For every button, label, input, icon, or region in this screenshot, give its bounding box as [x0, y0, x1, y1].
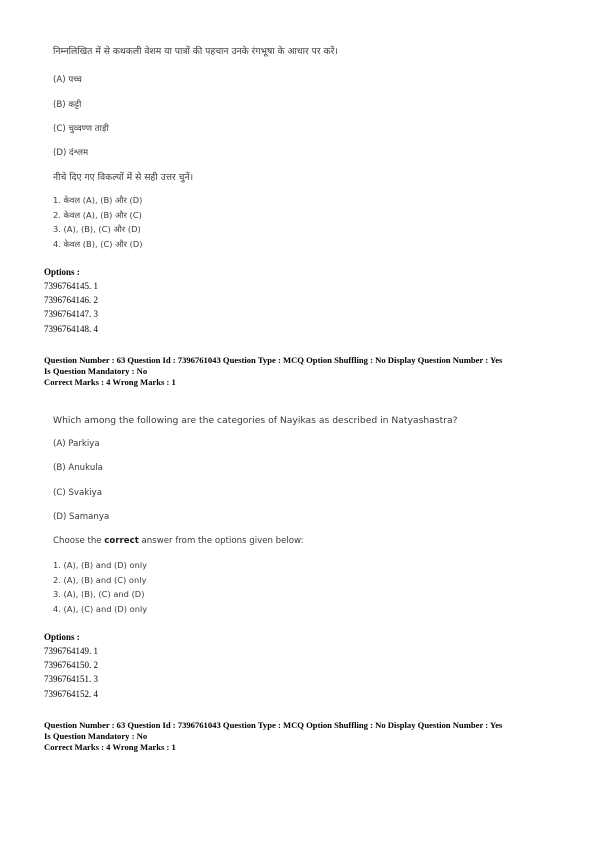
options-label: Options :	[44, 267, 80, 277]
marks-line: Correct Marks : 4 Wrong Marks : 1	[44, 742, 176, 752]
choice-3: 3. (A), (B), (C) and (D)	[53, 589, 145, 599]
statement-b: (B) कट्टी	[53, 100, 82, 110]
marks-line: Correct Marks : 4 Wrong Marks : 1	[44, 377, 176, 387]
answer-choices	[53, 193, 143, 251]
choice-4: 4. (A), (C) and (D) only	[53, 603, 148, 614]
option-id-list	[44, 644, 98, 701]
instruction-text: Choose the correct answer from the options given below:	[53, 536, 304, 546]
option-id: 7396764148. 4	[44, 323, 98, 334]
question-header	[44, 355, 564, 388]
question-header	[44, 720, 564, 753]
option-id: 7396764147. 3	[44, 309, 98, 320]
question-meta-line: Question Number : 63 Question Id : 7396761043 Question Type : MCQ Option Shuffling : No Display Question Number : Yes	[44, 355, 503, 365]
option-id: 7396764146. 2	[44, 295, 98, 306]
statement-d: (D) दंश्लम	[53, 148, 89, 158]
choice-2: 2. (A), (B) and (C) only	[53, 574, 147, 585]
choice-1: 1. (A), (B) and (D) only	[53, 560, 148, 570]
choice-1: 1. केवल (A), (B) और (D)	[53, 195, 143, 205]
choice-4: 4. केवल (B), (C) और (D)	[53, 238, 143, 249]
option-id: 7396764145. 1	[44, 281, 98, 291]
option-id: 7396764150. 2	[44, 660, 98, 671]
answer-choices	[53, 558, 147, 616]
option-id: 7396764152. 4	[44, 688, 98, 699]
option-id: 7396764151. 3	[44, 674, 98, 685]
statement-a: (A) पच्च	[53, 75, 82, 85]
question-mandatory-line: Is Question Mandatory : No	[44, 366, 148, 376]
statement-c: (C) Svakiya	[53, 488, 102, 498]
question-meta-line: Question Number : 63 Question Id : 7396761043 Question Type : MCQ Option Shuffling : No Display Question Number : Yes	[44, 720, 503, 730]
statement-b: (B) Anukula	[53, 463, 103, 473]
options-label: Options :	[44, 632, 80, 642]
statement-c: (C) चुव्वण्ण ताड़ी	[53, 124, 109, 134]
question-text: Which among the following are the categories of Nayikas as described in Natyashastra?	[53, 415, 458, 426]
choice-2: 2. केवल (A), (B) और (C)	[53, 209, 142, 220]
emphasis-correct: correct	[104, 536, 139, 546]
statement-a: (A) Parkiya	[53, 439, 100, 449]
statement-d: (D) Samanya	[53, 512, 110, 522]
instruction-text: नीचे दिए गए विकल्पों में से सही उत्तर चुनें।	[53, 172, 194, 183]
question-mandatory-line: Is Question Mandatory : No	[44, 731, 148, 741]
choice-3: 3. (A), (B), (C) और (D)	[53, 224, 141, 234]
option-id-list	[44, 279, 98, 336]
option-id: 7396764149. 1	[44, 646, 98, 656]
question-text: निम्नलिखित में से कथकली वेशम या पात्रों की पहचान उनके रंगभूषा के आधार पर करें।	[53, 46, 338, 57]
